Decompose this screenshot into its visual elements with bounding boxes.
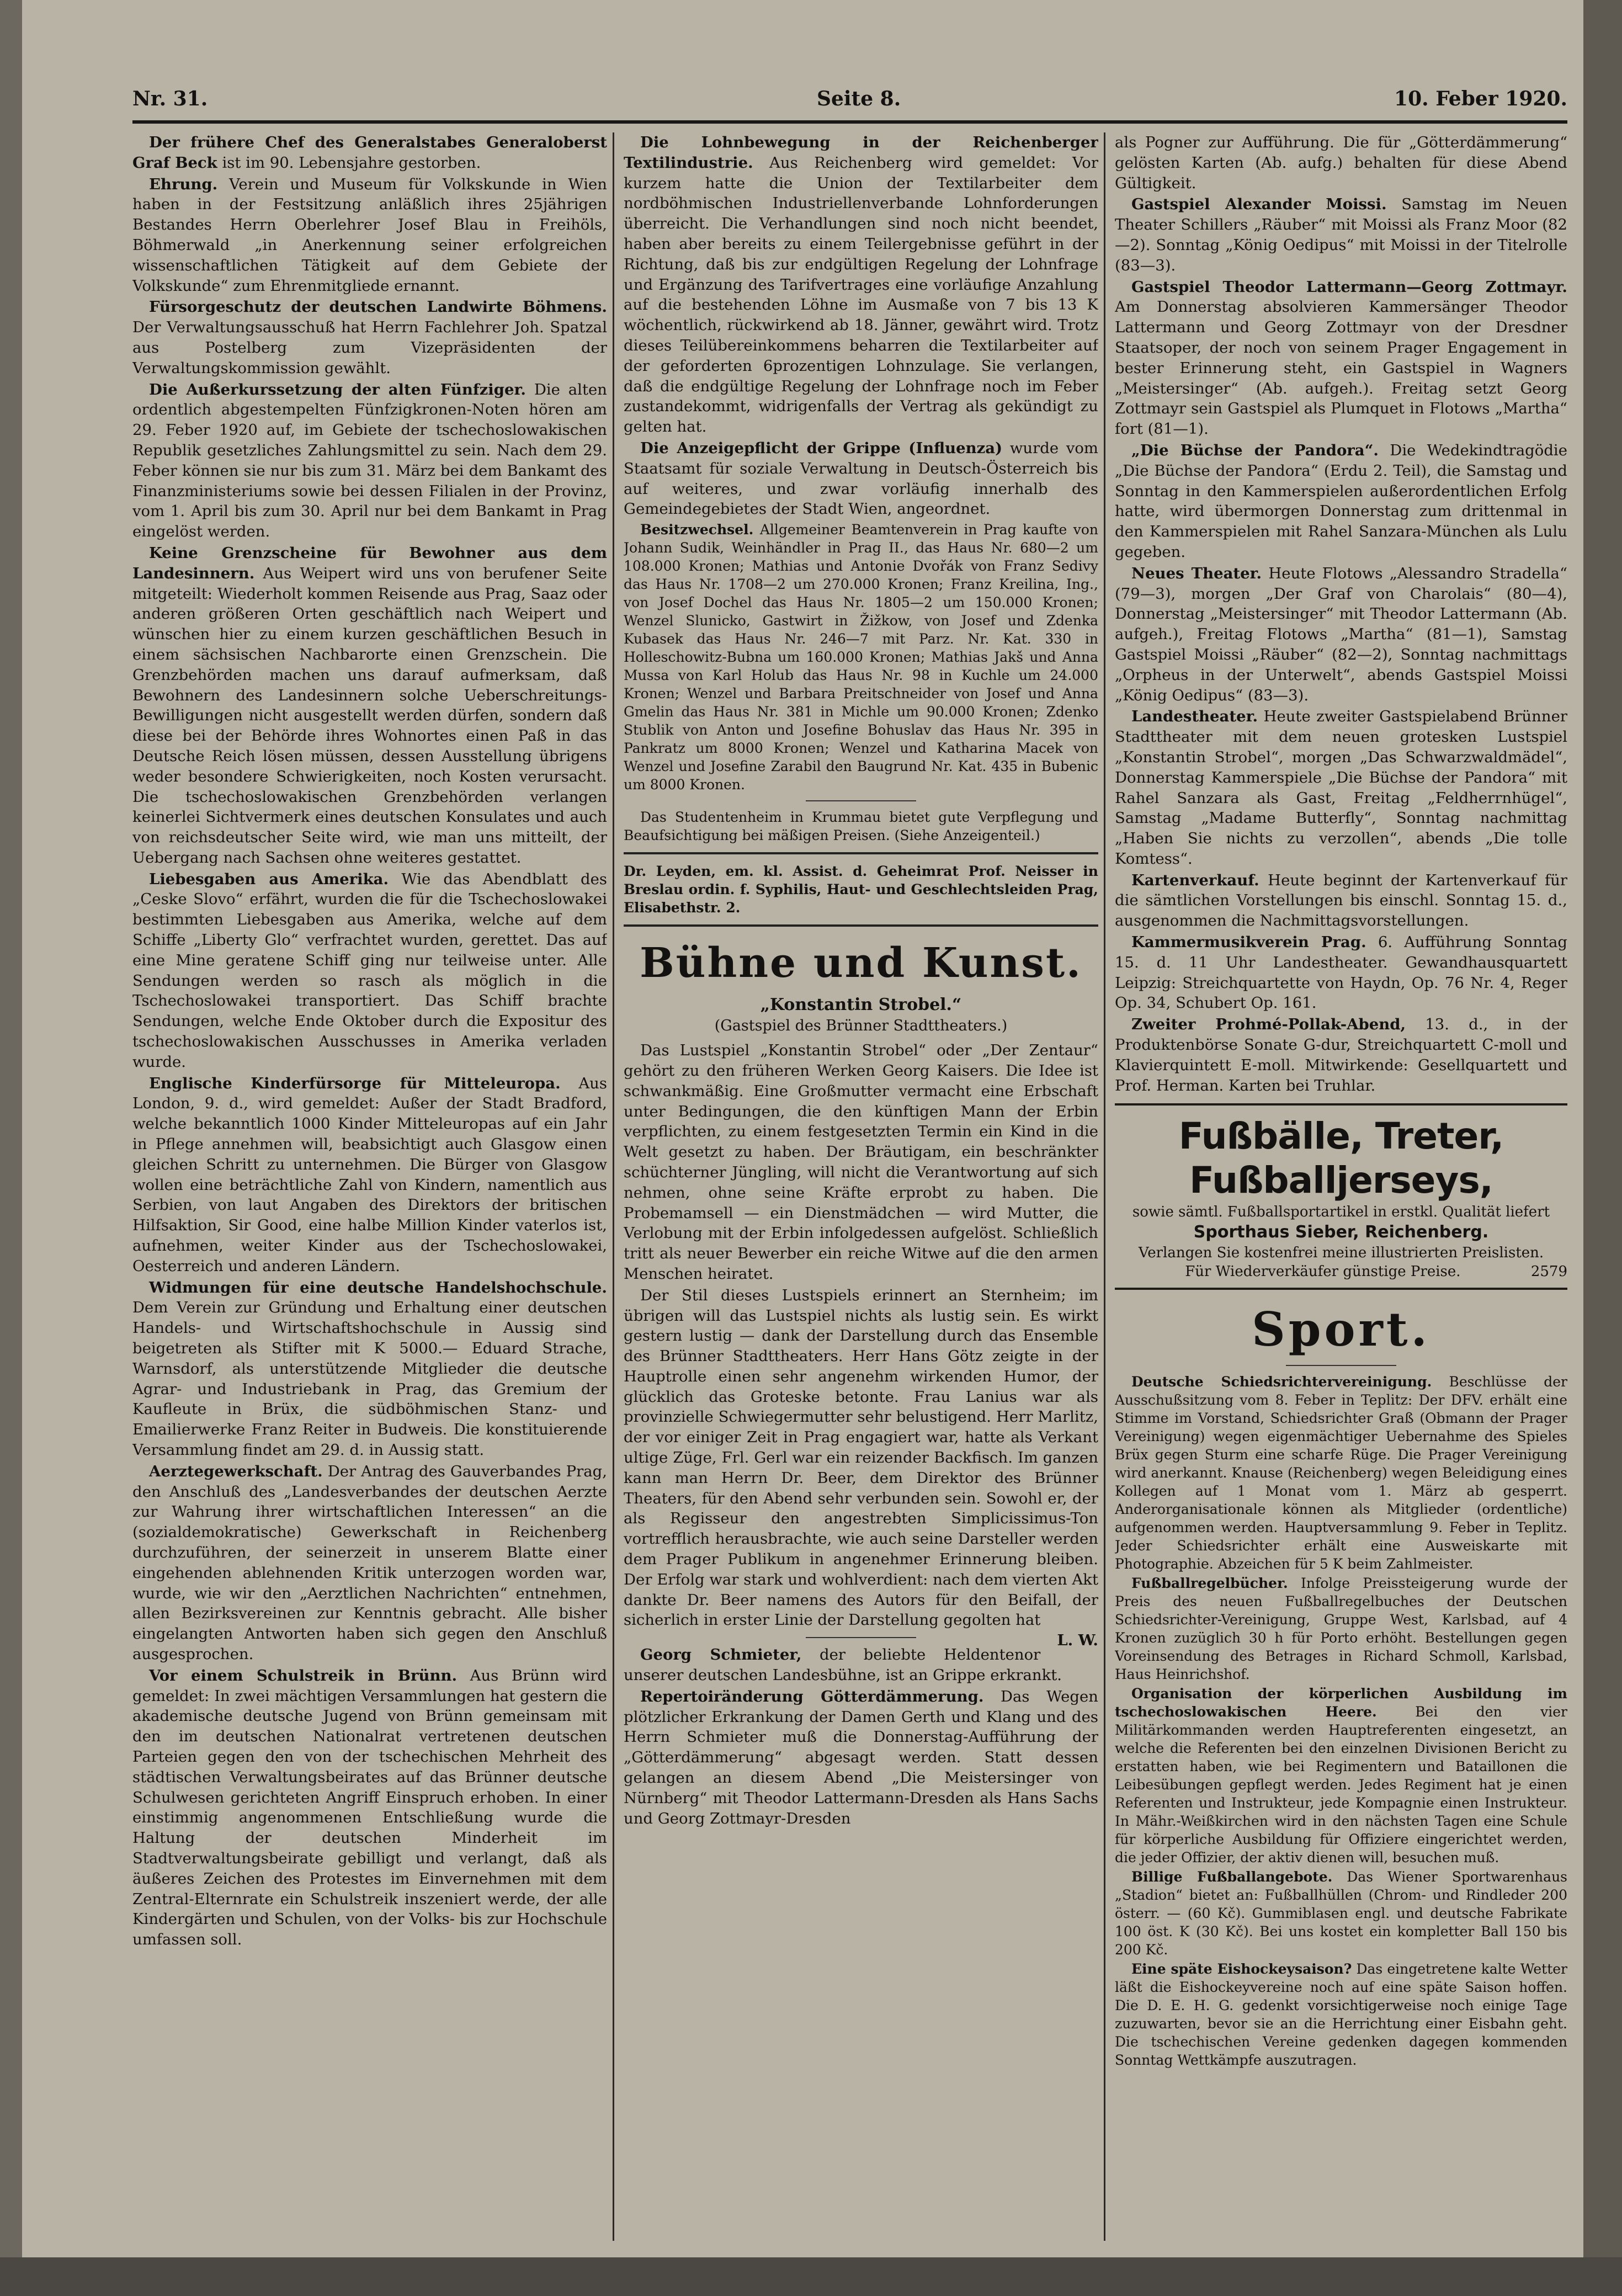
news-text: Dem Verein zur Gründung und Erhaltung einer deutschen Handels- und Wirtschaftshochschule in Aussig sind beigetreten als Stifter mit K 5000.— Eduard Strache, Warnsdorf, als unterstützende Mitglieder die deutsche Agrar- und Industriebank in Prag, das Gremium der Kaufleute in Brüx, die südböhmischen Stanz- und Emailierwerke Franz Reiter in Budweis. Die konstituierende Versammlung findet am 29. d. in Aussig statt. xyxy=(132,1299,607,1459)
column-rule xyxy=(1104,132,1105,2241)
news-headline: Keine Grenzscheine für Bewohner aus dem Landesinnern. xyxy=(132,544,607,582)
ad-text xyxy=(1115,1262,1567,1281)
news-headline: Landestheater. xyxy=(1131,708,1258,726)
sport-headline: Organisation der körperlichen Ausbildung im tschechoslowakischen Heere. xyxy=(1115,1686,1567,1720)
news-text: als Pogner zur Aufführung. Die für „Götterdämmerung“ gelösten Karten (Ab. aufg.) behalten für diese Abend Gültigkeit. xyxy=(1115,134,1567,192)
news-headline: Englische Kinderfürsorge für Mitteleuropa. xyxy=(149,1074,561,1092)
news-headline: Die Anzeigepflicht der Grippe (Influenza) xyxy=(640,439,1003,457)
news-text: Aus London, 9. d., wird gemeldet: Außer der Stadt Bradford, welche bekanntlich 1000 Kinder Mitteleuropas auf ein Jahr in Pflege annehmen will, beabsichtigt auch Glasgow einen gleichen Schritt zu unternehmen. Die Bürger von Glasgow wollen eine beträchtliche Zahl von Kindern, namentlich aus Serbien, von laut Angaben des Direktors der britischen Hilfsaktion, Sir Good, eine halbe Million Kinder vaterlos ist, aufnehmen, weiter Kinder aus der Tschechoslowakei, Oesterreich und anderen Ländern. xyxy=(132,1074,607,1275)
divider xyxy=(624,852,1098,854)
news-item xyxy=(132,1461,607,1665)
sport-headline: Deutsche Schiedsrichtervereinigung. xyxy=(1131,1374,1432,1390)
news-item xyxy=(132,543,607,868)
sport-text: Infolge Preissteigerung wurde der Preis des neuen Fußballregelbuches der Deutschen Schiedsrichter-Vereinigung, Gruppe West, Karlsbad, auf 4 Kronen zuzüglich 30 h für Porto erhöht. Bestellungen gegen Voreinsendung des Betrages in Richard Schmoll, Karlsbad, Haus Heinrichshof. xyxy=(1115,1575,1567,1683)
ad-number: 2579 xyxy=(1530,1263,1567,1280)
review-signature: L. W. xyxy=(1057,1631,1098,1650)
news-item xyxy=(132,869,607,1072)
notice-doctor: Dr. Leyden, em. kl. Assist. d. Geheimrat Prof. Neisser in Breslau ordin. f. Syphilis, Haut- und Geschlechtsleiden Prag, Elisabethstr. 2. xyxy=(624,863,1098,916)
sport-item xyxy=(1115,1868,1567,1959)
notice-studentenheim: Das Studentenheim in Krummau bietet gute Verpflegung und Beaufsichtigung bei mäßigen Preisen. (Siehe Anzeigenteil.) xyxy=(624,809,1098,844)
scan-border-left xyxy=(0,0,22,2296)
news-headline: Gastspiel Theodor Lattermann—Georg Zottmayr. xyxy=(1131,278,1567,296)
scan-border-right xyxy=(1583,0,1622,2296)
news-item xyxy=(1115,440,1567,562)
column-3 xyxy=(1115,132,1567,2252)
news-item xyxy=(1115,1014,1567,1096)
news-headline: Die Außerkurssetzung der alten Fünfziger. xyxy=(149,380,526,398)
news-item xyxy=(1115,564,1567,706)
news-text: ist im 90. Lebensjahre gestorben. xyxy=(222,153,481,172)
news-text: Aus Brünn wird gemeldet: In zwei mächtigen Versammlungen hat gestern die akademische deutsche Jugend von Brünn gemeinsam mit den im deutschen Nationalrat vertretenen deutschen Parteien gegen den von der tschechischen Mehrheit des städtischen Verwaltungsbeirates auf das Brünner deutsche Schulwesen gerichteten Angriff Einspruch erhoben. In einer einstimmig angenommenen Entschließung wurde die Haltung der deutschen Minderheit im Stadtverwaltungsbeirate gebilligt und verlangt, daß als äußeres Zeichen des Protestes im Einvernehmen mit dem Zentral-Elternrate ein Schulstreik inszeniert werde, der alle Kindergärten und Schulen, von der Volks- bis zur Hochschule umfassen soll. xyxy=(132,1666,607,1949)
news-item xyxy=(624,438,1098,519)
sport-text: Beschlüsse der Ausschußsitzung vom 8. Feber in Teplitz: Der DFV. erhält eine Stimme im Vorstand, Schiedsrichter Graß (Obmann der Prager Vereinigung) wegen eigenmächtiger Uebernahme des Spieles Brüx gegen Sturm eine scharfe Rüge. Die Prager Vereinigung wird anerkannt. Knause (Reichenberg) wegen Beleidigung eines Kollegen auf 1 Monat vom 1. März ab gesperrt. Anderorganisationale können als Mitglieder (ordentliche) aufgenommen werden. Hauptversammlung 9. Feber in Teplitz. Jeder Schiedsrichter erhält eine Ausweiskarte mit Photographie. Abzeichen für 5 K beim Zahlmeister. xyxy=(1115,1374,1567,1572)
news-headline: Kartenverkauf. xyxy=(1131,871,1259,889)
news-headline: Vor einem Schulstreik in Brünn. xyxy=(149,1666,458,1684)
review-title: „Konstantin Strobel.“ xyxy=(760,995,962,1015)
news-text: wurde vom Staatsamt für soziale Verwaltung in Deutsch-Österreich bis auf weiteres, und zwar vorläufig innerhalb des Gemeindegebietes der Stadt Wien, angeordnet. xyxy=(624,439,1098,518)
issue-number: Nr. 31. xyxy=(132,87,208,110)
news-headline: Widmungen für eine deutsche Handelshochschule. xyxy=(149,1278,607,1296)
news-headline: Besitzwechsel. xyxy=(640,522,754,538)
news-headline: Die Lohnbewegung in der Reichenberger Textilindustrie. xyxy=(624,134,1098,172)
ad-text: Verlangen Sie kostenfrei meine illustrierten Preislisten. xyxy=(1138,1245,1544,1262)
news-text: Am Donnerstag absolvieren Kammersänger Theodor Lattermann und Georg Zottmayr von der Dresdner Staatsoper, der noch von seinem Prager Engagement in bester Erinnerung steht, ein Gastspiel in Wagners „Meistersinger“ (Ab. aufgeh.). Freitag setzt Georg Zottmayr sein Gastspiel als Plumquet in Flotows „Martha“ fort (81—1). xyxy=(1115,298,1567,438)
news-text: Wie das Abendblatt des „Ceske Slovo“ erfährt, wurden die für die Tschechoslowakei bestimmten Liebesgaben aus Amerika, welche auf dem Schiffe „Liberty Glo“ verfrachtet wurden, gerettet. Das auf eine Mine geratene Schiff ging nur teilweise unter. Alle Sendungen werden so rasch als möglich in die Tschechoslowakei transportiert. Das Schiff brachte Sendungen, welche Ende Oktober durch die Expositur des tschechoslowakischen Ausschusses in Amerika verladen wurde. xyxy=(132,870,607,1071)
news-item xyxy=(624,1687,1098,1829)
divider xyxy=(806,800,916,801)
news-text: Die alten ordentlich abgestempelten Fünfzigkronen-Noten hören am 29. Feber 1920 auf, im Gebiete der tschechoslowakischen Republik gesetzliches Zahlungsmittel zu sein. Nach dem 29. Feber können sie nur bis zum 31. März bei dem Bankamt des Finanzministeriums sowie bei dessen Filialen in der Provinz, vom 1. April bis zum 30. April nur bei dem Bankamt in Prag eingelöst werden. xyxy=(132,380,607,541)
news-text: Das Wegen plötzlicher Erkrankung der Damen Gerth und Klang und des Herrn Schmieter muß die Donnerstag-Aufführung der „Götterdämmerung“ abgesagt werden. Statt dessen gelangen an diesem Abend „Die Meistersinger von Nürnberg“ mit Theodor Lattermann-Dresden als Hans Sachs und Georg Zottmayr-Dresden xyxy=(624,1687,1098,1827)
ad-text: sowie sämtl. Fußballsportartikel in erstkl. Qualität liefert xyxy=(1132,1204,1550,1221)
news-item xyxy=(1115,194,1567,275)
issue-date: 10. Feber 1920. xyxy=(1394,87,1567,110)
sport-text: Das Wiener Sportwarenhaus „Stadion“ bietet an: Fußballhüllen (Chrom- und Rindleder 200 österr. — (60 Kč). Gummiblasen engl. und deutsche Fabrikate 100 öst. K (30 Kč). Bei uns kostet ein kompletter Ball 150 bis 200 Kč. xyxy=(1115,1869,1567,1958)
news-headline: Zweiter Prohmé-Pollak-Abend, xyxy=(1131,1016,1406,1034)
sport-text: Das eingetretene kalte Wetter läßt die Eishockeyvereine noch auf eine späte Saison hoffen. Die D. E. H. G. gedenkt vorsichtigerweise noch einige Tage zuzuwarten, bevor sie an die Herrichtung einer Eisbahn geht. Die tschechischen Vereine gedenken dagegen kommenden Sonntag Wettkämpfe auszutragen. xyxy=(1115,1961,1567,2069)
news-headline: Ehrung. xyxy=(149,175,218,193)
news-headline: Liebesgaben aus Amerika. xyxy=(149,870,389,888)
news-headline: Neues Theater. xyxy=(1131,564,1262,582)
news-text: Heute zweiter Gastspielabend Brünner Stadttheater mit dem neuen grotesken Lustspiel „Konstantin Strobel“, morgen „Das Schwarzwaldmädel“, Donnerstag Kammerspiele „Die Büchse der Pandora“ mit Rahel Sanzara als Gast, Freitag „Feldherrnhügel“, Samstag „Madame Butterfly“, Sonntag nachmittag „Haben Sie nichts zu verzollen“, abends „Die tolle Komtess“. xyxy=(1115,708,1567,868)
news-text: Heute Flotows „Alessandro Stradella“ (79—3), morgen „Der Graf von Charolais“ (80—4), Donnerstag „Meistersinger“ mit Theodor Lattermann (Ab. aufgeh.), Freitag Flotows „Martha“ (81—1), Samstag Gastspiel Moissi „Räuber“ (82—2), Sonntag nachmittags „Orpheus in der Unterwelt“, abends Gastspiel Moissi „König Oedipus“ (83—3). xyxy=(1115,564,1567,704)
advertisement-sporthaus xyxy=(1115,1103,1567,1290)
news-item xyxy=(624,520,1098,794)
news-item xyxy=(1115,932,1567,1013)
news-item xyxy=(1115,706,1567,869)
news-headline: Aerztegewerkschaft. xyxy=(149,1462,323,1480)
news-item xyxy=(132,174,607,296)
column-2 xyxy=(624,132,1098,2252)
news-text: Aus Weipert wird uns von berufener Seite mitgeteilt: Wiederholt kommen Reisende aus Prag, Saaz oder anderen größeren Orten geschäftlich nach Weipert und wünschen hier zu einem kurzen geschäftlichen Besuch in einem sächsischen Nachbarorte einen Grenzschein. Die Grenzbehörden machen uns darauf aufmerksam, daß Bewohnern des Landesinnern solche Ueberschreitungs-Bewilligungen nicht ausgestellt werden dürfen, sondern daß diese bei der Behörde ihres Wohnortes einen Paß in das Deutsche Reich lösen müssen, dessen Ausstellung übrigens weder besondere Schwierigkeiten, noch Kosten verursacht. Die tschechoslowakischen Grenzbehörden verlangen keinerlei Sichtvermerk eines deutschen Konsulates und auch von reichsdeutscher Seite wird, wie man uns mitteilt, der Uebergang nach Sachsen ohne weiteres gestattet. xyxy=(132,564,607,867)
page-number: Seite 8. xyxy=(817,87,901,110)
divider xyxy=(1286,1365,1396,1366)
news-headline: Gastspiel Alexander Moissi. xyxy=(1131,195,1387,214)
review-subtitle: (Gastspiel des Brünner Stadttheaters.) xyxy=(714,1017,1008,1035)
column-rule xyxy=(613,132,614,2241)
news-item xyxy=(624,132,1098,437)
section-title-buehne: Bühne und Kunst. xyxy=(640,939,1082,987)
page-header xyxy=(132,83,1567,116)
news-item xyxy=(1115,132,1567,193)
sport-headline: Fußballregelbücher. xyxy=(1131,1575,1288,1592)
sport-item xyxy=(1115,1684,1567,1867)
ad-shop-name: Sporthaus Sieber, Reichenberg. xyxy=(1193,1223,1489,1242)
news-text: Samstag im Neuen Theater Schillers „Räuber“ mit Moissi als Franz Moor (82—2). Sonntag „König Oedipus“ mit Moissi in der Titelrolle (83—3). xyxy=(1115,195,1567,274)
news-text: Der Antrag des Gauverbandes Prag, den Anschluß des „Landesverbandes der deutschen Aerzte zur Wahrung ihrer wirtschaftlichen Interessen“ an die (sozialdemokratische) Gewerkschaft in Reichenberg durchzuführen, der seinerzeit in unserem Blatte einer eingehenden ablehnenden Kritik unterzogen worden war, wurde, wie wir den „Aerztlichen Nachrichten“ entnehmen, allen Bezirksvereinen zur Kenntnis gebracht. Alle bisher eingelangten Antworten haben sich gegen den Anschluß ausgesprochen. xyxy=(132,1462,607,1663)
header-rule xyxy=(132,120,1567,124)
news-text: 6. Aufführung Sonntag 15. d. 11 Uhr Landestheater. Gewandhausquartett Leipzig: Streichquartette von Haydn, Op. 76 Nr. 4, Reger Op. 34, Schubert Op. 161. xyxy=(1115,933,1567,1012)
news-headline: Repertoiränderung Götterdämmerung. xyxy=(640,1687,984,1705)
section-title-sport: Sport. xyxy=(1252,1302,1430,1357)
sport-item xyxy=(1115,1960,1567,2069)
divider xyxy=(624,924,1098,927)
news-headline: Fürsorgeschutz der deutschen Landwirte Böhmens. xyxy=(149,298,607,316)
scan-border-bottom xyxy=(0,2257,1622,2296)
sport-text: Bei den vier Militärkommanden werden Hauptreferenten eingesetzt, an welche die Referenten bei den einzelnen Divisionen Bericht zu erstatten haben, wie bei Regimentern und Bataillonen die Leibesübungen gepflegt werden. Jedes Regiment hat je einen Referenten und Instrukteur, jede Kompagnie einen Instrukteur. In Mähr.-Weißkirchen wird in den nächsten Tagen eine Schule für körperliche Ausbildung für Offiziere eingerichtet werden, die jeder Offizier, der aktiv dienen will, besuchen muß. xyxy=(1115,1704,1567,1866)
review-text: Der Stil dieses Lustspiels erinnert an Sternheim; im übrigen will das Lustspiel nichts als lustig sein. Es wirkt gestern lustig — dank der Darstellung durch das Ensemble des Brünner Stadttheaters. Herr Hans Götz zeigte in der Hauptrolle einen sehr angenehm wirkenden Humor, der glücklich das Groteske betonte. Frau Lanius war als provinzielle Schwiegermutter sehr belustigend. Herr Marlitz, der vor einiger Zeit in Prag engagiert war, hatte als Verkant ultige Züge, Frl. Gerl war ein reizender Backfisch. Im ganzen kann man Herrn Dr. Beer, dem Direktor des Brünner Theaters, für den Abend sehr verbunden sein. Sowohl er, der als Regisseur den angestrebten Simplicissimus-Ton vortrefflich herausbrachte, wie auch seine Darsteller werden dem Prager Publikum in angenehmer Erinnerung bleiben. Der Erfolg war stark und wohlverdient: nach dem vierten Akt dankte Dr. Beer namens des Autors für den Beifall, der sicherlich in erster Linie der Darstellung gegolten hat xyxy=(624,1286,1098,1629)
news-headline: Georg Schmieter, xyxy=(640,1646,802,1664)
sport-headline: Eine späte Eishockeysaison? xyxy=(1131,1961,1352,1978)
sport-item xyxy=(1115,1373,1567,1573)
news-headline: Der frühere Chef des Generalstabes Generaloberst Graf Beck xyxy=(132,134,607,172)
news-text: Aus Reichenberg wird gemeldet: Vor kurzem hatte die Union der Textilarbeiter dem nordböhmischen Industriellenverbande Lohnforderungen überreicht. Die Verhandlungen sind noch nicht beendet, haben aber bereits zu einem Teilergebnisse geführt in der Richtung, daß bis zur endgültigen Regelung der Lohnfrage und Ergänzung des Tarifvertrages eine vorläufige Anzahlung auf die bestehenden Löhne im Ausmaße von 7 bis 13 K wöchentlich, rückwirkend ab 18. Jänner, gewährt wird. Trotz dieses Teilübereinkommens beharren die Textilarbeiter auf der geforderten 6prozentigen Lohnzulage. Sie verlangen, daß die endgültige Regelung der Lohnfrage noch im Feber zustandekommt, widrigenfalls der Vertrag als gekündigt zu gelten hat. xyxy=(624,153,1098,436)
sport-headline: Billige Fußballangebote. xyxy=(1131,1869,1333,1885)
news-item xyxy=(624,1645,1098,1686)
news-text: der beliebte Heldentenor unserer deutschen Landesbühne, ist an Grippe erkrankt. xyxy=(624,1646,1062,1684)
news-item xyxy=(132,1666,607,1950)
news-text: Die Wedekindtragödie „Die Büchse der Pandora“ (Erdu 2. Teil), die Samstag und Sonntag in den Kammerspielen außerordentlichen Erfolg hatte, wird übermorgen Donnerstag zum drittenmal in den Kammerspielen mit Rahel Sanzara-München als Lulu gegeben. xyxy=(1115,441,1567,561)
divider xyxy=(806,1637,916,1638)
sport-item xyxy=(1115,1574,1567,1683)
news-item xyxy=(132,132,607,173)
news-headline: Kammermusikverein Prag. xyxy=(1131,933,1366,952)
column-1 xyxy=(132,132,607,2252)
news-text: Der Verwaltungsausschuß hat Herrn Fachlehrer Joh. Spatzal aus Postelberg zum Vizepräsidenten der Verwaltungskommission gewählt. xyxy=(132,318,607,377)
news-item xyxy=(132,1278,607,1460)
news-text: 13. d., in der Produktenbörse Sonate G-dur, Streichquartett C-moll und Klavierquintett E-moll. Mitwirkende: Gesellquartett und Prof. Herman. Karten bei Truhlar. xyxy=(1115,1016,1567,1094)
news-item xyxy=(1115,870,1567,931)
ad-text-wholesale: Für Wiederverkäufer günstige Preise. xyxy=(1185,1263,1461,1280)
review-paragraph xyxy=(624,1285,1098,1650)
ad-headline: Fußbälle, Treter, Fußballjerseys, xyxy=(1178,1115,1504,1202)
news-item xyxy=(1115,277,1567,439)
news-headline: „Die Büchse der Pandora“. xyxy=(1131,441,1379,459)
news-item xyxy=(132,297,607,378)
news-text: Heute beginnt der Kartenverkauf für die sämtlichen Vorstellungen bis einschl. Sonntag 15. d., ausgenommen die Nachmittagsvorstellungen. xyxy=(1115,871,1567,930)
news-item xyxy=(132,1073,607,1277)
news-text: Allgemeiner Beamtenverein in Prag kaufte von Johann Sudik, Weinhändler in Prag II., das Haus Nr. 680—2 um 108.000 Kronen; Mathias und Antonie Dvořák von Franz Sedivy das Haus Nr. 1708—2 um 270.000 Kronen; Franz Kreilina, Ing., von Josef Dochel das Haus Nr. 1805—2 um 150.000 Kronen; Wenzel Slunicko, Gastwirt in Žižkow, von Josef und Zdenka Kubasek das Haus Nr. 246—7 mit Parz. Nr. Kat. 330 in Holleschowitz-Bubna um 160.000 Kronen; Mathias Jakš und Anna Mussa von Karl Holub das Haus Nr. 98 in Kuchle um 24.000 Kronen; Wenzel und Barbara Preitschneider von Josef und Anna Gmelin das Haus Nr. 381 in Michle um 90.000 Kronen; Zdenko Stublik von Anton und Josefine Bohuslav das Haus Nr. 395 in Pankratz um 8000 Kronen; Wenzel und Katharina Macek von Wenzel und Josefine Zarabil den Baugrund Nr. Kat. 435 in Bubenic um 8000 Kronen. xyxy=(624,522,1098,793)
news-text: Verein und Museum für Volkskunde in Wien haben in der Festsitzung anläßlich ihres 25jährigen Bestandes Herrn Oberlehrer Josef Blau in Freihöls, Böhmerwald „in Anerkennung seiner erfolgreichen wissenschaftlichen Tätigkeit auf dem Gebiete der Volkskunde“ zum Ehrenmitgliede ernannt. xyxy=(132,175,607,295)
review-paragraph: Das Lustspiel „Konstantin Strobel“ oder „Der Zentaur“ gehört zu den früheren Werken Georg Kaisers. Die Idee ist schwankmäßig. Eine Großmutter vermacht eine Erbschaft unter Bedingungen, die den künftigen Mann der Erbin verpflichten, zu einem festgesetzten Termin ein Kind in die Welt gesetzt zu haben. Der Bräutigam, ein beschränkter schüchterner Jüngling, will nicht die Verantwortung auf sich nehmen, ohne seine Kräfte erprobt zu haben. Die Probemamsell — ein Dienstmädchen — wird Mutter, die Verlobung mit der Erbin infolgedessen aufgelöst. Schließlich tritt als neuer Bewerber ein reiche Witwe auf die den armen Menschen heiratet. xyxy=(624,1041,1098,1283)
news-item xyxy=(132,380,607,542)
